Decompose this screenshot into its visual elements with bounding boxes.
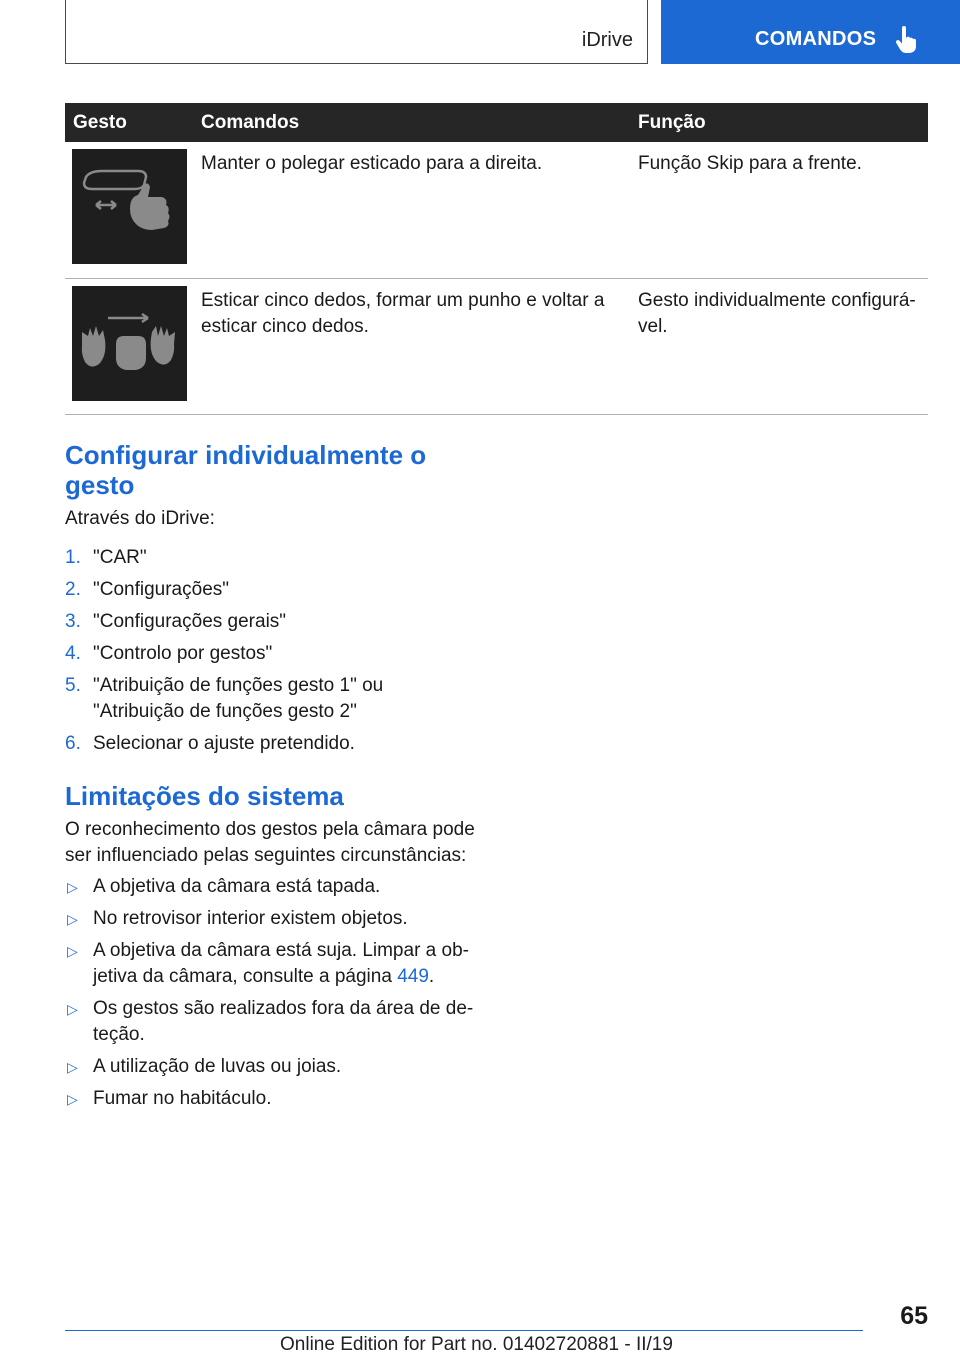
bullet-text: Os gestos são realizados fora da área de de-teção. xyxy=(93,998,474,1045)
triangle-bullet-icon: ▷ xyxy=(67,1001,78,1017)
table-row xyxy=(65,278,928,414)
bullet-text: Fumar no habitáculo. xyxy=(93,1088,272,1109)
table-header-row xyxy=(65,103,928,142)
triangle-bullet-icon: ▷ xyxy=(67,1091,78,1107)
list-item xyxy=(65,545,405,571)
gesture-table xyxy=(65,103,928,415)
step-text: "Controlo por gestos" xyxy=(93,643,273,664)
gesture-function-text: Gesto individualmente configurá-vel. xyxy=(630,278,928,414)
triangle-bullet-icon: ▷ xyxy=(67,879,78,895)
gesture-image-cell xyxy=(65,278,193,414)
configure-steps-list xyxy=(65,545,405,763)
footer-edition-text: Online Edition for Part no. 01402720881 - II/19 xyxy=(280,1334,673,1355)
triangle-bullet-icon: ▷ xyxy=(67,911,78,927)
fist-open-hand-gesture-image xyxy=(72,286,187,401)
step-text: "Configurações gerais" xyxy=(93,611,287,632)
step-text: "Atribuição de funções gesto 1" ou "Atribuição de funções gesto 2" xyxy=(93,675,384,722)
step-number: 5. xyxy=(65,675,81,696)
section-intro: Através do iDrive: xyxy=(65,508,215,529)
column-header-function: Função xyxy=(630,103,928,142)
list-item xyxy=(65,1054,475,1080)
header-section-box xyxy=(65,0,648,64)
step-number: 1. xyxy=(65,547,81,568)
column-header-gesture: Gesto xyxy=(65,103,193,142)
header-section-title: iDrive xyxy=(581,29,633,51)
step-text: "CAR" xyxy=(93,547,147,568)
list-item xyxy=(65,1086,475,1112)
list-item xyxy=(65,731,405,757)
section-intro: O reconhecimento dos gestos pela câmara pode ser influenciado pelas seguintes circunstâncias: xyxy=(65,819,475,866)
pointing-hand-icon xyxy=(895,26,921,54)
step-number: 4. xyxy=(65,643,81,664)
gesture-command-text: Esticar cinco dedos, formar um punho e voltar a esticar cinco dedos. xyxy=(193,278,630,414)
limitations-list xyxy=(65,874,475,1118)
section-title-system-limitations: Limitações do sistema xyxy=(65,781,344,811)
step-text: "Configurações" xyxy=(93,579,230,600)
list-item xyxy=(65,938,475,990)
bullet-text: No retrovisor interior existem objetos. xyxy=(93,908,408,929)
list-item xyxy=(65,906,475,932)
list-item xyxy=(65,577,405,603)
gesture-image-cell xyxy=(65,142,193,278)
gesture-command-text: Manter o polegar esticado para a direita. xyxy=(193,142,630,278)
bullet-text: A objetiva da câmara está tapada. xyxy=(93,876,381,897)
list-item xyxy=(65,996,475,1048)
step-number: 2. xyxy=(65,579,81,600)
page-reference-link[interactable]: 449 xyxy=(397,966,429,987)
triangle-bullet-icon: ▷ xyxy=(67,1059,78,1075)
list-item xyxy=(65,641,405,667)
section-title-configure-gesture: Configurar individualmente o gesto xyxy=(65,440,427,500)
page-number: 65 xyxy=(900,1302,928,1330)
step-text: Selecionar o ajuste pretendido. xyxy=(93,733,355,754)
list-item xyxy=(65,874,475,900)
triangle-bullet-icon: ▷ xyxy=(67,943,78,959)
footer-divider xyxy=(65,1330,863,1331)
table-row xyxy=(65,142,928,278)
column-header-commands: Comandos xyxy=(193,103,630,142)
page-reference-suffix: . xyxy=(428,966,435,987)
list-item xyxy=(65,609,405,635)
step-number: 3. xyxy=(65,611,81,632)
bullet-text: A utilização de luvas ou joias. xyxy=(93,1056,342,1077)
step-number: 6. xyxy=(65,733,81,754)
list-item xyxy=(65,673,405,725)
gesture-function-text: Função Skip para a frente. xyxy=(630,142,928,278)
thumb-swipe-gesture-image xyxy=(72,149,187,264)
bullet-text: A objetiva da câmara está suja. Limpar a ob-jetiva da câmara, consulte a página xyxy=(93,940,469,987)
chapter-tab[interactable] xyxy=(661,0,960,64)
chapter-tab-label: COMANDOS xyxy=(755,28,877,50)
